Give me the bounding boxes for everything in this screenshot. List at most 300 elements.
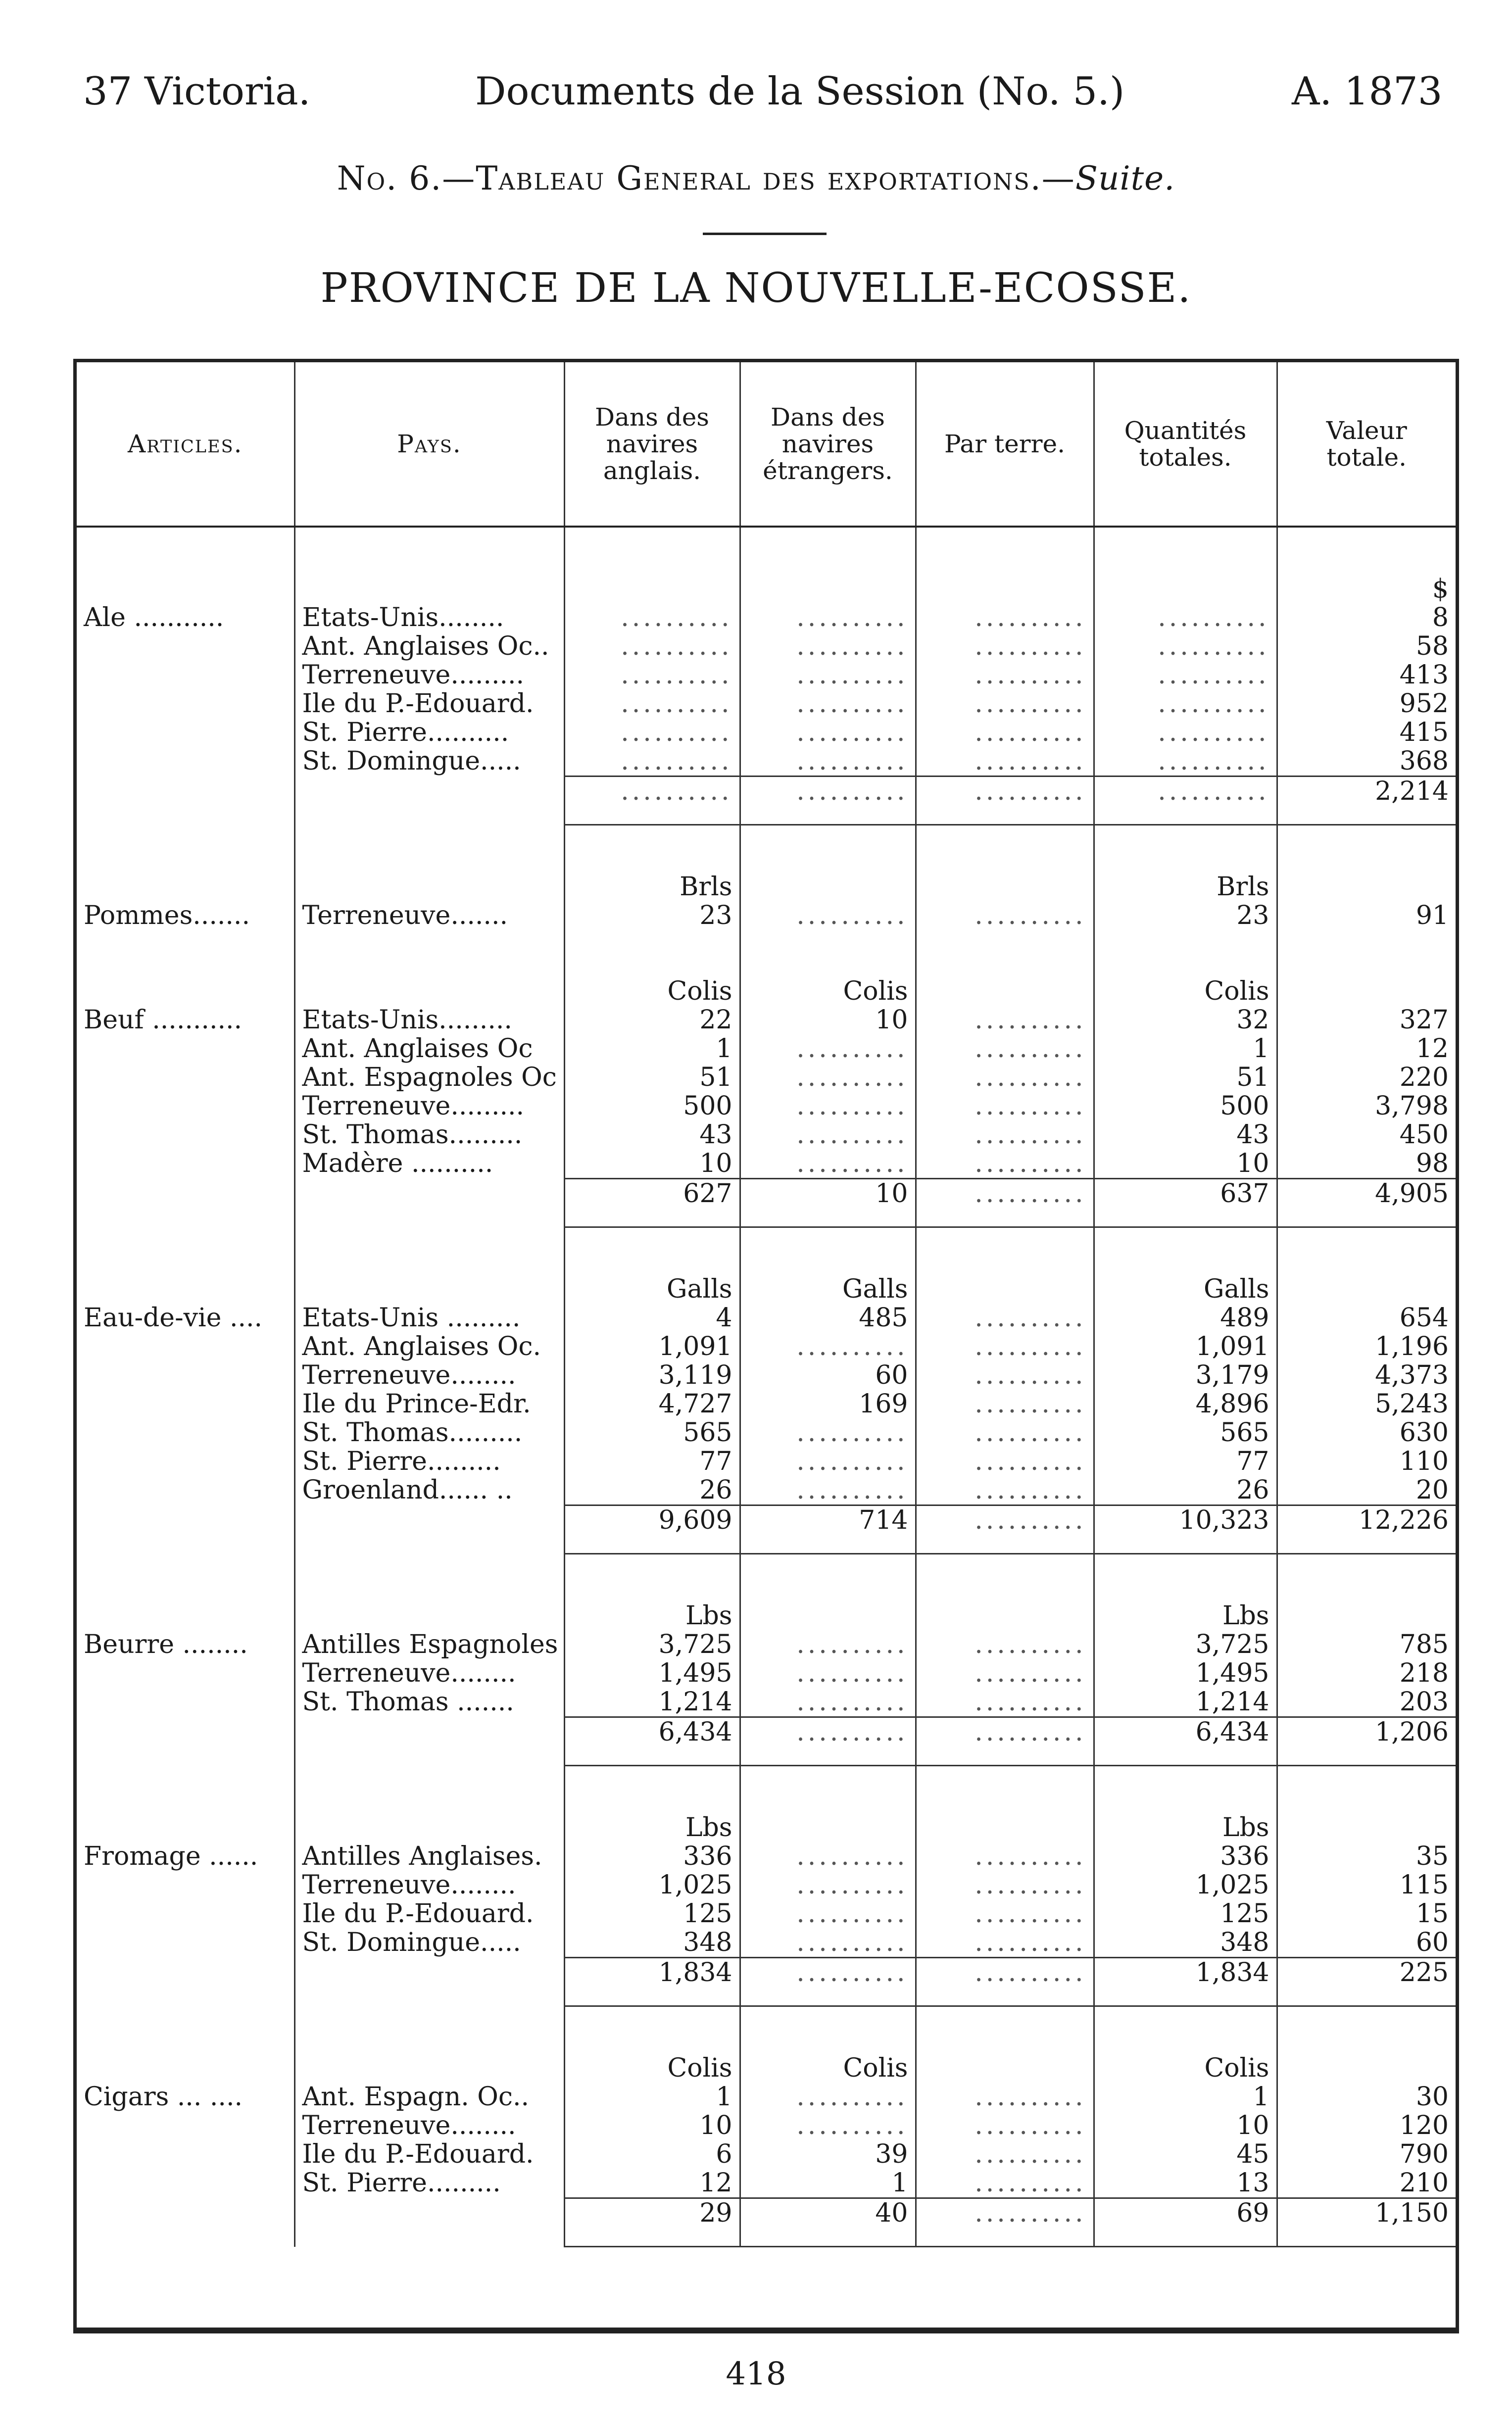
spacer-cell <box>294 527 564 575</box>
spacer-cell <box>916 825 1094 873</box>
running-header-right: A. 1873 <box>1292 69 1443 114</box>
article-name <box>77 1063 294 1092</box>
value-quantite: 3,179 <box>1094 1361 1277 1390</box>
total-blank <box>77 2198 294 2247</box>
value-terre: .......... <box>916 1842 1094 1871</box>
table-row <box>77 632 1456 661</box>
total-valeur: 2,214 <box>1277 776 1456 825</box>
total-terre: .......... <box>916 776 1094 825</box>
table-row <box>77 1120 1456 1149</box>
spacer-cell <box>1094 2006 1277 2054</box>
article-name <box>77 1928 294 1958</box>
value-etrangers: .......... <box>740 1332 916 1361</box>
unit-label: Colis <box>564 977 740 1006</box>
value-anglais: 500 <box>564 1092 740 1120</box>
value-terre: .......... <box>916 1092 1094 1120</box>
table-row <box>77 661 1456 689</box>
total-quantite: 6,434 <box>1094 1717 1277 1766</box>
value-etrangers: .......... <box>740 1842 916 1871</box>
value-terre: .......... <box>916 747 1094 776</box>
spacer-cell <box>564 2006 740 2054</box>
value-valeur: 120 <box>1277 2111 1456 2140</box>
value-etrangers: .......... <box>740 1149 916 1179</box>
unit-blank <box>294 873 564 901</box>
spacer-cell <box>916 2006 1094 2054</box>
value-quantite: .......... <box>1094 689 1277 718</box>
unit-blank <box>294 1601 564 1630</box>
group-spacer <box>77 1554 1456 1602</box>
value-etrangers: .......... <box>740 1034 916 1063</box>
total-blank <box>294 776 564 825</box>
value-etrangers: .......... <box>740 1063 916 1092</box>
spacer-cell <box>1094 825 1277 873</box>
spacer-cell <box>1277 1227 1456 1275</box>
unit-label: Colis <box>1094 977 1277 1006</box>
unit-label <box>916 1813 1094 1842</box>
country-name: Terreneuve........ <box>294 1871 564 1899</box>
total-etrangers: 714 <box>740 1505 916 1554</box>
article-name: Ale ........... <box>84 603 224 632</box>
total-row <box>77 1717 1456 1766</box>
article-name <box>77 1418 294 1447</box>
total-quantite: 69 <box>1094 2198 1277 2247</box>
total-anglais: 6,434 <box>564 1717 740 1766</box>
unit-label: Galls <box>740 1275 916 1304</box>
unit-label: Colis <box>740 977 916 1006</box>
value-valeur: 8 <box>1277 603 1456 632</box>
unit-blank <box>77 873 294 901</box>
unit-row <box>77 977 1456 1006</box>
total-etrangers: .......... <box>740 1958 916 2006</box>
spacer-cell <box>77 930 294 977</box>
spacer-cell <box>1277 2006 1456 2054</box>
unit-label: Galls <box>1094 1275 1277 1304</box>
unit-row <box>77 1601 1456 1630</box>
total-blank <box>77 1179 294 1227</box>
value-etrangers: 1 <box>740 2169 916 2198</box>
value-anglais: 1 <box>564 1034 740 1063</box>
total-valeur: 1,150 <box>1277 2198 1456 2247</box>
group-spacer <box>77 2006 1456 2054</box>
value-valeur: 60 <box>1277 1928 1456 1958</box>
country-name: Ile du Prince-Edr. <box>294 1390 564 1418</box>
col-header-articles: Articles. <box>77 362 294 527</box>
article-name <box>77 747 294 776</box>
unit-label <box>1277 1813 1456 1842</box>
value-quantite: 10 <box>1094 2111 1277 2140</box>
article-name: Beurre ........ <box>84 1630 248 1659</box>
unit-label <box>1277 1601 1456 1630</box>
total-blank <box>294 1717 564 1766</box>
country-name: St. Domingue..... <box>294 747 564 776</box>
article-name <box>77 2111 294 2140</box>
total-valeur: 225 <box>1277 1958 1456 2006</box>
total-quantite: 10,323 <box>1094 1505 1277 1554</box>
unit-label: $ <box>1277 575 1456 603</box>
article-name <box>77 1659 294 1688</box>
table-body <box>77 527 1456 2247</box>
total-blank <box>294 1179 564 1227</box>
value-valeur: 98 <box>1277 1149 1456 1179</box>
value-valeur: 415 <box>1277 718 1456 747</box>
unit-label <box>916 2054 1094 2083</box>
value-terre: .......... <box>916 1630 1094 1659</box>
country-name: St. Thomas......... <box>294 1418 564 1447</box>
table-row <box>77 1659 1456 1688</box>
total-blank <box>77 1505 294 1554</box>
total-anglais: 627 <box>564 1179 740 1227</box>
unit-label <box>1277 977 1456 1006</box>
col-header-quantites: Quantités totales. <box>1094 362 1277 527</box>
value-etrangers: .......... <box>740 1418 916 1447</box>
spacer-cell <box>1277 1766 1456 1814</box>
table-row <box>77 603 1456 632</box>
country-name: St. Thomas......... <box>294 1120 564 1149</box>
value-anglais: 6 <box>564 2140 740 2169</box>
unit-label <box>916 1275 1094 1304</box>
country-name: Ile du P.-Edouard. <box>294 689 564 718</box>
unit-label: Colis <box>1094 2054 1277 2083</box>
unit-blank <box>77 2054 294 2083</box>
total-row <box>77 1505 1456 1554</box>
total-terre: .......... <box>916 1179 1094 1227</box>
country-name: Terreneuve........ <box>294 1659 564 1688</box>
country-name: Ant. Espagnoles Oc <box>294 1063 564 1092</box>
article-name <box>77 1476 294 1505</box>
country-name: Ant. Anglaises Oc. <box>294 1332 564 1361</box>
spacer-cell <box>77 1227 294 1275</box>
unit-label <box>1094 575 1277 603</box>
country-name: Etats-Unis ......... <box>294 1304 564 1332</box>
unit-blank <box>77 1601 294 1630</box>
unit-label: Colis <box>740 2054 916 2083</box>
total-quantite: 1,834 <box>1094 1958 1277 2006</box>
unit-label <box>1277 1275 1456 1304</box>
value-terre: .......... <box>916 1120 1094 1149</box>
article-name <box>77 1149 294 1179</box>
country-name: Terreneuve........ <box>294 1361 564 1390</box>
value-etrangers: .......... <box>740 747 916 776</box>
spacer-cell <box>564 1554 740 1602</box>
table-row <box>77 718 1456 747</box>
spacer-cell <box>77 1554 294 1602</box>
value-valeur: 35 <box>1277 1842 1456 1871</box>
value-quantite: 348 <box>1094 1928 1277 1958</box>
unit-blank <box>77 1813 294 1842</box>
article-name <box>77 718 294 747</box>
value-valeur: 115 <box>1277 1871 1456 1899</box>
value-quantite: .......... <box>1094 632 1277 661</box>
value-terre: .......... <box>916 2169 1094 2198</box>
value-etrangers: .......... <box>740 718 916 747</box>
article-name: Pommes....... <box>84 901 250 930</box>
unit-label: Galls <box>564 1275 740 1304</box>
value-valeur: 450 <box>1277 1120 1456 1149</box>
unit-label <box>740 575 916 603</box>
value-anglais: 12 <box>564 2169 740 2198</box>
spacer-cell <box>1277 527 1456 575</box>
value-quantite: 125 <box>1094 1899 1277 1928</box>
total-blank <box>77 1958 294 2006</box>
total-blank <box>77 776 294 825</box>
value-anglais: 4,727 <box>564 1390 740 1418</box>
value-valeur: 58 <box>1277 632 1456 661</box>
value-anglais: 51 <box>564 1063 740 1092</box>
value-valeur: 654 <box>1277 1304 1456 1332</box>
unit-label: Lbs <box>1094 1813 1277 1842</box>
value-etrangers: .......... <box>740 1447 916 1476</box>
total-anglais: 1,834 <box>564 1958 740 2006</box>
spacer-cell <box>77 1766 294 1814</box>
unit-row <box>77 1275 1456 1304</box>
value-valeur: 218 <box>1277 1659 1456 1688</box>
unit-label <box>916 977 1094 1006</box>
value-valeur: 785 <box>1277 1630 1456 1659</box>
article-name: Fromage ...... <box>84 1842 258 1871</box>
value-etrangers: .......... <box>740 1476 916 1505</box>
value-terre: .......... <box>916 632 1094 661</box>
spacer-cell <box>740 1766 916 1814</box>
table-row <box>77 1476 1456 1505</box>
spacer-cell <box>740 930 916 977</box>
value-terre: .......... <box>916 1899 1094 1928</box>
unit-label: Brls <box>564 873 740 901</box>
group-spacer <box>77 1766 1456 1814</box>
group-spacer <box>77 1227 1456 1275</box>
value-quantite: 1 <box>1094 2083 1277 2111</box>
country-name: Terreneuve........ <box>294 2111 564 2140</box>
value-quantite: 1,091 <box>1094 1332 1277 1361</box>
article-name <box>77 1120 294 1149</box>
country-name: Ile du P.-Edouard. <box>294 2140 564 2169</box>
spacer-cell <box>916 1227 1094 1275</box>
value-terre: .......... <box>916 2140 1094 2169</box>
spacer-cell <box>740 2006 916 2054</box>
value-valeur: 91 <box>1277 901 1456 930</box>
value-etrangers: .......... <box>740 632 916 661</box>
country-name: St. Pierre.......... <box>294 718 564 747</box>
total-quantite: 637 <box>1094 1179 1277 1227</box>
value-terre: .......... <box>916 1304 1094 1332</box>
article-name <box>77 689 294 718</box>
total-row <box>77 2198 1456 2247</box>
value-valeur: 20 <box>1277 1476 1456 1505</box>
value-quantite: 500 <box>1094 1092 1277 1120</box>
col-header-terre: Par terre. <box>916 362 1094 527</box>
spacer-cell <box>916 527 1094 575</box>
value-anglais: 22 <box>564 1006 740 1034</box>
table-row <box>77 2169 1456 2198</box>
value-anglais: 1,495 <box>564 1659 740 1688</box>
value-terre: .......... <box>916 1476 1094 1505</box>
article-name <box>77 2140 294 2169</box>
value-anglais: 26 <box>564 1476 740 1505</box>
article-name: Cigars ... .... <box>84 2082 243 2112</box>
spacer-cell <box>77 825 294 873</box>
unit-label <box>564 575 740 603</box>
value-etrangers: .......... <box>740 689 916 718</box>
spacer-cell <box>294 1766 564 1814</box>
unit-blank <box>77 977 294 1006</box>
group-spacer <box>77 930 1456 977</box>
spacer-cell <box>1277 1554 1456 1602</box>
col-header-anglais: Dans des navires anglais. <box>564 362 740 527</box>
value-valeur: 790 <box>1277 2140 1456 2169</box>
value-quantite: 489 <box>1094 1304 1277 1332</box>
spacer-cell <box>294 930 564 977</box>
table-row <box>77 2111 1456 2140</box>
table-row <box>77 2083 1456 2111</box>
country-name: Antilles Espagnoles <box>294 1630 564 1659</box>
value-anglais: 10 <box>564 2111 740 2140</box>
table-row <box>77 1688 1456 1717</box>
unit-label: Colis <box>564 2054 740 2083</box>
spacer-cell <box>1094 1766 1277 1814</box>
spacer-cell <box>1094 930 1277 977</box>
total-etrangers: 40 <box>740 2198 916 2247</box>
spacer-cell <box>1094 1554 1277 1602</box>
value-anglais: 10 <box>564 1149 740 1179</box>
table-row <box>77 1092 1456 1120</box>
article-name <box>77 1447 294 1476</box>
unit-blank <box>294 1275 564 1304</box>
unit-row <box>77 1813 1456 1842</box>
total-blank <box>77 1717 294 1766</box>
value-quantite: 51 <box>1094 1063 1277 1092</box>
value-terre: .......... <box>916 1034 1094 1063</box>
value-valeur: 30 <box>1277 2083 1456 2111</box>
value-valeur: 368 <box>1277 747 1456 776</box>
unit-label <box>1277 2054 1456 2083</box>
value-terre: .......... <box>916 1418 1094 1447</box>
article-name <box>77 1390 294 1418</box>
spacer-cell <box>294 1554 564 1602</box>
table-row <box>77 1006 1456 1034</box>
value-valeur: 952 <box>1277 689 1456 718</box>
unit-blank <box>294 977 564 1006</box>
unit-blank <box>77 575 294 603</box>
value-etrangers: .......... <box>740 1871 916 1899</box>
unit-row <box>77 2054 1456 2083</box>
value-terre: .......... <box>916 689 1094 718</box>
spacer-cell <box>740 527 916 575</box>
table-row <box>77 1928 1456 1958</box>
table-row <box>77 1361 1456 1390</box>
value-terre: .......... <box>916 1006 1094 1034</box>
value-valeur: 630 <box>1277 1418 1456 1447</box>
value-quantite: 13 <box>1094 2169 1277 2198</box>
value-valeur: 327 <box>1277 1006 1456 1034</box>
unit-row <box>77 575 1456 603</box>
table-row <box>77 1304 1456 1332</box>
country-name: Madère .......... <box>294 1149 564 1179</box>
spacer-cell <box>564 825 740 873</box>
value-anglais: 1,091 <box>564 1332 740 1361</box>
value-anglais: 4 <box>564 1304 740 1332</box>
spacer-cell <box>1094 1227 1277 1275</box>
value-valeur: 1,196 <box>1277 1332 1456 1361</box>
value-quantite: 336 <box>1094 1842 1277 1871</box>
value-valeur: 110 <box>1277 1447 1456 1476</box>
total-valeur: 1,206 <box>1277 1717 1456 1766</box>
total-blank <box>294 2198 564 2247</box>
unit-blank <box>77 1275 294 1304</box>
value-quantite: .......... <box>1094 661 1277 689</box>
article-name <box>77 1871 294 1899</box>
total-valeur: 12,226 <box>1277 1505 1456 1554</box>
value-etrangers: 60 <box>740 1361 916 1390</box>
country-name: Etats-Unis......... <box>294 1006 564 1034</box>
value-etrangers: .......... <box>740 1928 916 1958</box>
value-terre: .......... <box>916 1688 1094 1717</box>
running-header-center: Documents de la Session (No. 5.) <box>475 69 1125 114</box>
spacer-cell <box>740 1227 916 1275</box>
value-terre: .......... <box>916 2111 1094 2140</box>
value-anglais: .......... <box>564 632 740 661</box>
value-quantite: .......... <box>1094 603 1277 632</box>
value-terre: .......... <box>916 901 1094 930</box>
country-name: Etats-Unis........ <box>294 603 564 632</box>
unit-blank <box>294 1813 564 1842</box>
value-quantite: 26 <box>1094 1476 1277 1505</box>
country-name: St. Pierre......... <box>294 2169 564 2198</box>
value-anglais: 43 <box>564 1120 740 1149</box>
total-valeur: 4,905 <box>1277 1179 1456 1227</box>
group-spacer <box>77 825 1456 873</box>
country-name: Antilles Anglaises. <box>294 1842 564 1871</box>
exports-table-frame <box>73 359 1459 2333</box>
value-quantite: 565 <box>1094 1418 1277 1447</box>
unit-label <box>916 575 1094 603</box>
value-anglais: .......... <box>564 603 740 632</box>
value-quantite: 45 <box>1094 2140 1277 2169</box>
value-quantite: 32 <box>1094 1006 1277 1034</box>
spacer-cell <box>564 1227 740 1275</box>
col-header-valeur: Valeur totale. <box>1277 362 1456 527</box>
page-number: 418 <box>726 2356 786 2392</box>
total-row <box>77 776 1456 825</box>
value-anglais: 1 <box>564 2083 740 2111</box>
unit-label: Lbs <box>564 1813 740 1842</box>
value-anglais: 77 <box>564 1447 740 1476</box>
value-terre: .......... <box>916 1332 1094 1361</box>
value-quantite: .......... <box>1094 718 1277 747</box>
value-quantite: 10 <box>1094 1149 1277 1179</box>
total-row <box>77 1958 1456 2006</box>
value-quantite: 4,896 <box>1094 1390 1277 1418</box>
table-row <box>77 1390 1456 1418</box>
total-etrangers: .......... <box>740 1717 916 1766</box>
value-terre: .......... <box>916 1871 1094 1899</box>
total-anglais: .......... <box>564 776 740 825</box>
value-valeur: 413 <box>1277 661 1456 689</box>
value-anglais: .......... <box>564 661 740 689</box>
value-terre: .......... <box>916 1063 1094 1092</box>
article-name <box>77 1688 294 1717</box>
value-anglais: .......... <box>564 718 740 747</box>
value-terre: .......... <box>916 1390 1094 1418</box>
value-anglais: 23 <box>564 901 740 930</box>
total-blank <box>294 1505 564 1554</box>
value-terre: .......... <box>916 603 1094 632</box>
unit-label: Lbs <box>1094 1601 1277 1630</box>
value-valeur: 220 <box>1277 1063 1456 1092</box>
value-etrangers: .......... <box>740 2111 916 2140</box>
article-name <box>77 1092 294 1120</box>
value-quantite: .......... <box>1094 747 1277 776</box>
value-terre: .......... <box>916 1659 1094 1688</box>
value-quantite: 1 <box>1094 1034 1277 1063</box>
